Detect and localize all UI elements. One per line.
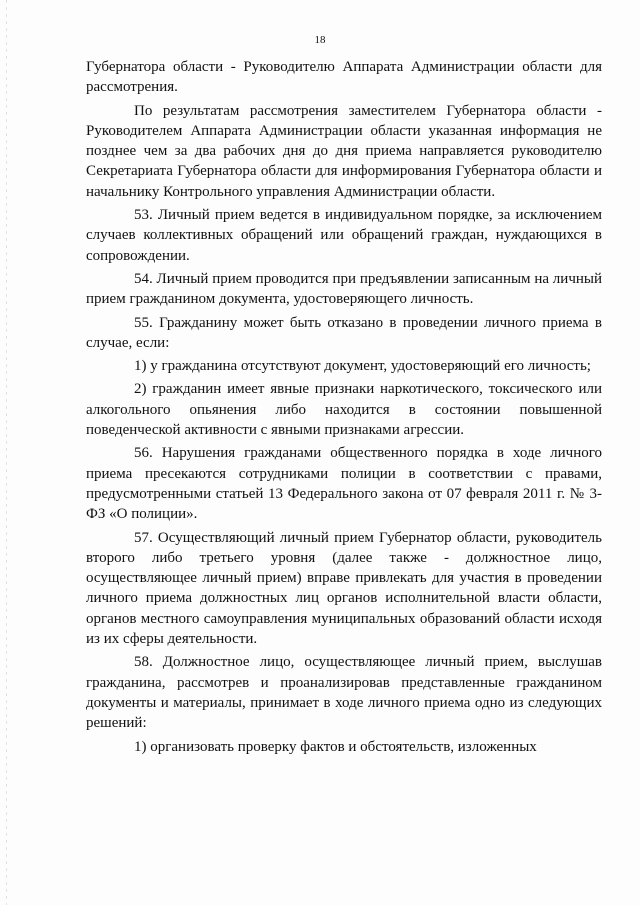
paragraph-55-item-1: 1) у гражданина отсутствуют документ, удостоверяющий его личность; [134, 358, 591, 375]
paragraph-54: 54. Личный прием проводится при предъявлении записанным на личный прием гражданином документа, удостоверяющего личность. [86, 270, 602, 308]
page-number: 18 [314, 34, 326, 46]
paragraph-55: 55. Гражданину может быть отказано в проведении личного приема в случае, если: [86, 314, 602, 351]
paragraph-55-item-2: 2) гражданин имеет явные признаки наркотического, токсического или алкогольного опьянения либо находится в состоянии повышенной поведенческой активности с явными признаками агрессии. [86, 381, 602, 439]
paragraph-review-results: По результатам рассмотрения заместителем Губернатора области - Руководителем Аппарата Администрации области указанная информация не позднее чем за два рабочих дня до дня приема направляется руководителю Секретариата Губернатора области для информирования Губернатора области и начальнику Контрольного управления Администрации области. [86, 102, 602, 200]
paragraph-57: 57. Осуществляющий личный прием Губернатор области, руководитель второго либо третьего уровня (далее также - должностное лицо, осуществляющее личный прием) вправе привлекать для участия в проведении личного приема должностных лиц органов исполнительной власти области, органов местного самоуправления муниципальных образований области исходя из их сферы деятельности. [86, 529, 602, 648]
paragraph-58-item-1: 1) организовать проверку фактов и обстоятельств, изложенных [134, 738, 537, 755]
paragraph-continuation: Губернатора области - Руководителю Аппарата Администрации области для рассмотрения. [86, 59, 602, 96]
paragraph-56: 56. Нарушения гражданами общественного порядка в ходе личного приема пресекаются сотрудниками полиции в соответствии с правами, предусмотренными статьей 13 Федерального закона от 07 февраля 2011 г. № 3-ФЗ «О полиции». [86, 445, 602, 523]
paragraph-58: 58. Должностное лицо, осуществляющее личный прием, выслушав гражданина, рассмотрев и проанализировав представленные гражданином документы и материалы, принимает в ходе личного приема одно из следующих решений: [86, 654, 602, 732]
document-body [86, 57, 602, 760]
paragraph-53: 53. Личный прием ведется в индивидуальном порядке, за исключением случаев коллективных обращений или обращений граждан, нуждающихся в сопровождении. [86, 207, 602, 264]
scan-edge-artifact [6, 0, 7, 905]
